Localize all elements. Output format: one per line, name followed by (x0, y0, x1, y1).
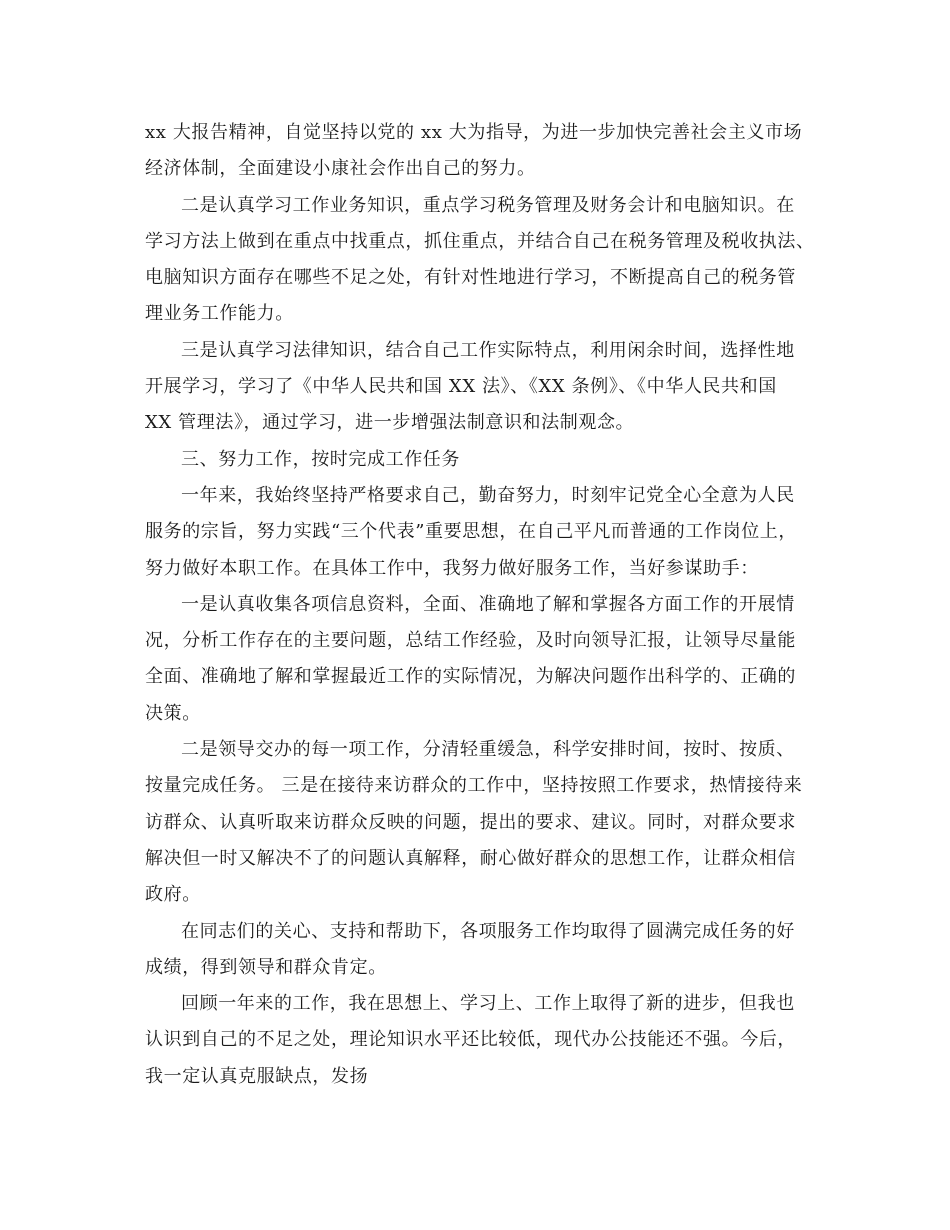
document-body (145, 115, 815, 1095)
text-line: 全面、准确地了解和掌握最近工作的实际情况，为解决问题作出科学的、正确的 (145, 666, 796, 688)
text-line: 二是认真学习工作业务知识，重点学习税务管理及财务会计和电脑知识。在 (181, 194, 795, 216)
text-line: 决策。 (145, 702, 201, 724)
text-line: 回顾一年来的工作，我在思想上、学习上、工作上取得了新的进步，但我也 (181, 993, 795, 1015)
text-line: 况，分析工作存在的主要问题，总结工作经验，及时向领导汇报，让领导尽量能 (145, 630, 796, 652)
text-line: 学习方法上做到在重点中找重点，抓住重点，并结合自己在税务管理及税收执法、 (145, 230, 815, 252)
text-line: 二是领导交办的每一项工作，分清轻重缓急，科学安排时间，按时、按质、 (181, 739, 795, 761)
text-line: XX 管理法》，通过学习，进一步增强法制意识和法制观念。 (145, 412, 635, 434)
text-line: 一是认真收集各项信息资料，全面、准确地了解和掌握各方面工作的开展情 (181, 593, 795, 615)
text-line: 电脑知识方面存在哪些不足之处，有针对性地进行学习，不断提高自己的税务管 (145, 267, 796, 289)
text-line: 理业务工作能力。 (145, 303, 294, 325)
text-line: 认识到自己的不足之处，理论知识水平还比较低，现代办公技能还不强。今后， (145, 1029, 796, 1051)
text-line: 政府。 (145, 884, 201, 906)
text-line: 一年来，我始终坚持严格要求自己，勤奋努力，时刻牢记党全心全意为人民 (181, 484, 795, 506)
text-line: 三、努力工作，按时完成工作任务 (181, 448, 460, 470)
text-line: 访群众、认真听取来访群众反映的问题，提出的要求、建议。同时，对群众要求 (145, 811, 796, 833)
text-line: 努力做好本职工作。在具体工作中，我努力做好服务工作，当好参谋助手： (145, 557, 759, 579)
text-line: 三是认真学习法律知识，结合自己工作实际特点，利用闲余时间，选择性地 (181, 339, 795, 361)
text-line: 成绩，得到领导和群众肯定。 (145, 956, 387, 978)
text-line: 解决但一时又解决不了的问题认真解释，耐心做好群众的思想工作，让群众相信 (145, 847, 796, 869)
text-line: 开展学习，学习了《中华人民共和国 XX 法》、《XX 条例》、《中华人民共和国 (145, 376, 777, 398)
text-line: 经济体制，全面建设小康社会作出自己的努力。 (145, 158, 536, 180)
text-line: 我一定认真克服缺点，发扬 (145, 1065, 369, 1087)
text-line: 服务的宗旨，努力实践“三个代表”重要思想，在自己平凡而普通的工作岗位上， (145, 521, 798, 543)
text-line: 在同志们的关心、支持和帮助下，各项服务工作均取得了圆满完成任务的好 (181, 920, 795, 942)
text-line: xx 大报告精神，自觉坚持以党的 xx 大为指导，为进一步加快完善社会主义市场 (145, 122, 803, 143)
text-line: 按量完成任务。 三是在接待来访群众的工作中，坚持按照工作要求，热情接待来 (145, 775, 803, 797)
